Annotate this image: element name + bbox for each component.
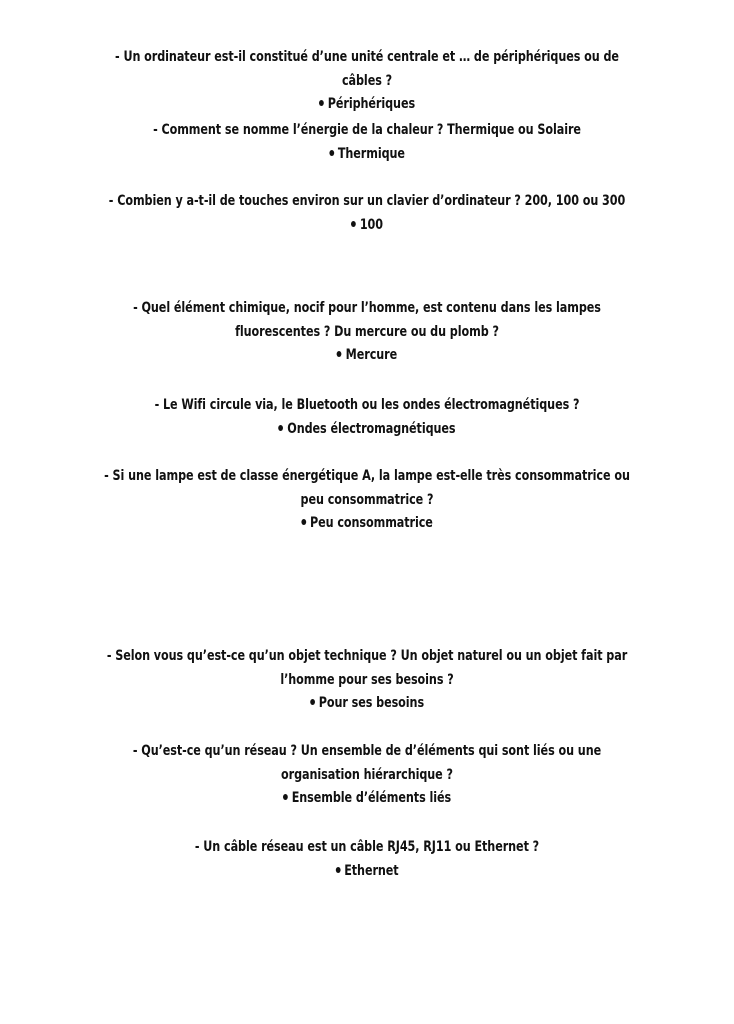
qa-block-2 [97, 119, 636, 166]
qa-block-9 [97, 836, 636, 883]
question-text: - Selon vous qu’est-ce qu’un objet technique ? Un objet naturel ou un objet fait par l’homme pour ses besoins ? [106, 648, 628, 688]
bullet-icon [337, 351, 342, 357]
answer-line [97, 787, 636, 811]
question-text: - Le Wifi circule via, le Bluetooth ou les ondes électromagnétiques ? [154, 397, 580, 413]
question-text: - Qu’est-ce qu’un réseau ? Un ensemble de d’éléments qui sont liés ou une organisation hiérarchique ? [132, 743, 602, 783]
qa-block-6 [97, 465, 636, 536]
question-text: - Un câble réseau est un câble RJ45, RJ11 ou Ethernet ? [194, 839, 540, 855]
bullet-icon [319, 100, 324, 106]
answer-line [97, 143, 636, 167]
question-text: - Si une lampe est de classe énergétique A, la lampe est-elle très consommatrice ou peu consommatrice ? [104, 468, 630, 508]
answer-text: Mercure [345, 347, 398, 363]
question-text: - Comment se nomme l’énergie de la chaleur ? Thermique ou Solaire [153, 122, 581, 138]
bullet-icon [351, 221, 356, 227]
bullet-icon [335, 867, 340, 873]
qa-block-5 [97, 394, 636, 441]
qa-block-4 [97, 297, 636, 368]
answer-text: Périphériques [327, 96, 416, 112]
qa-block-8 [97, 740, 636, 811]
bullet-icon [278, 425, 283, 431]
bullet-icon [329, 150, 334, 156]
answer-line [97, 512, 636, 536]
answer-text: 100 [359, 216, 383, 233]
answer-text: Ondes électromagnétiques [287, 420, 456, 437]
answer-line [97, 214, 636, 238]
qa-block-3 [97, 190, 636, 237]
bullet-icon [310, 699, 315, 705]
answer-text: Ethernet [344, 862, 399, 879]
qa-block-7 [97, 645, 636, 716]
answer-line [97, 692, 636, 716]
answer-text: Pour ses besoins [318, 695, 425, 711]
bullet-icon [283, 794, 288, 800]
answer-text: Peu consommatrice [309, 515, 433, 531]
answer-line [97, 860, 636, 884]
answer-text: Ensemble d’éléments liés [291, 790, 452, 806]
question-text: - Un ordinateur est-il constitué d’une unité centrale et … de périphériques ou de câbles ? [115, 49, 619, 89]
answer-text: Thermique [337, 145, 405, 162]
qa-block-1 [97, 46, 636, 117]
question-text: - Combien y a-t-il de touches environ sur un clavier d’ordinateur ? 200, 100 ou 300 [108, 193, 626, 209]
question-text: - Quel élément chimique, nocif pour l’homme, est contenu dans les lampes fluorescentes ? Du mercure ou du plomb ? [133, 300, 601, 340]
answer-line [97, 93, 636, 117]
answer-line [97, 344, 636, 368]
answer-line [97, 418, 636, 442]
bullet-icon [301, 519, 306, 525]
